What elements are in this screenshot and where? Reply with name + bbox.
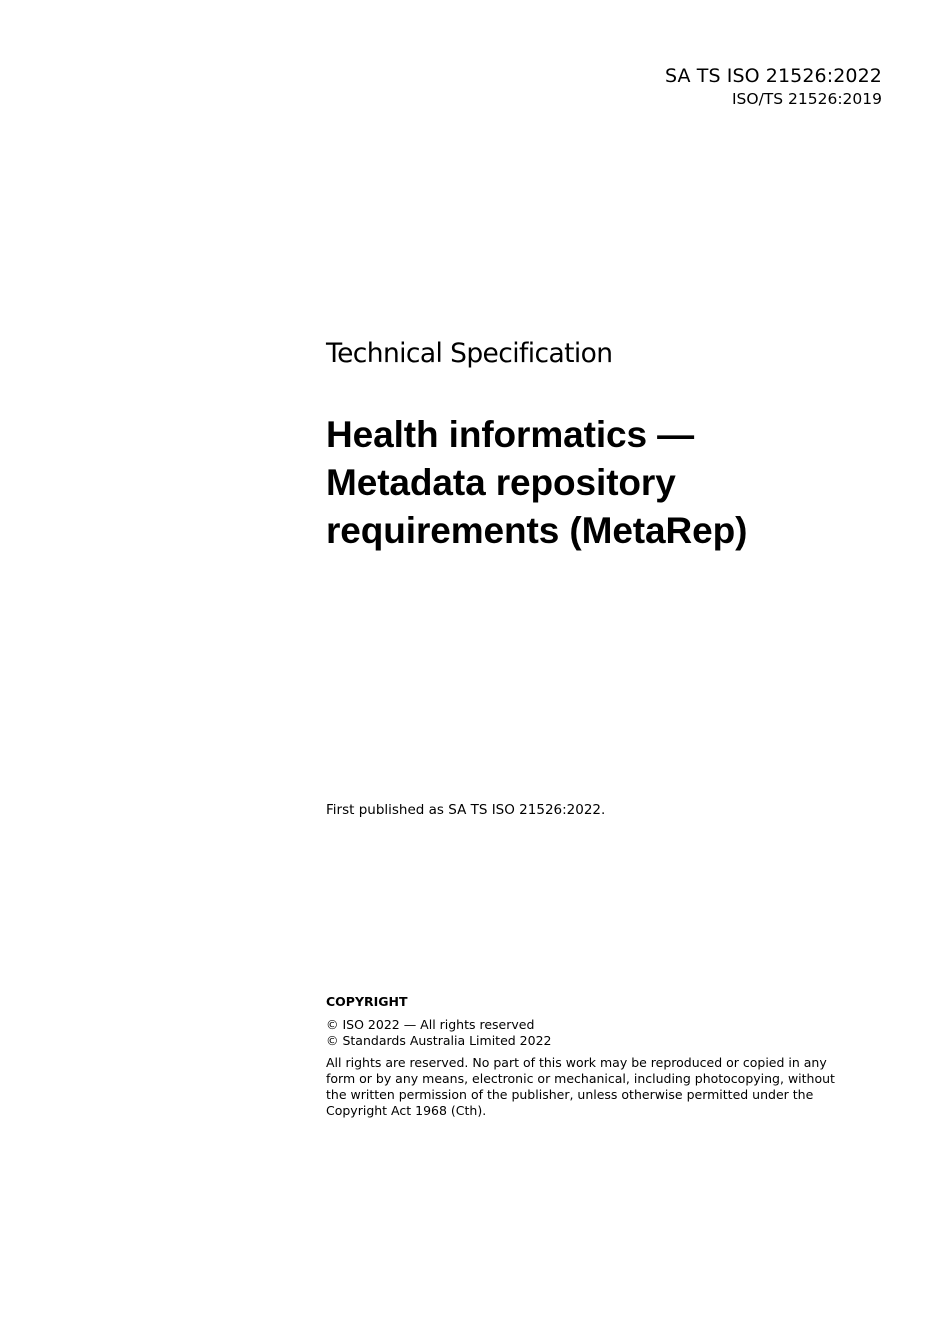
title-line: Metadata repository [326, 462, 676, 503]
copyright-section [326, 993, 866, 1119]
standard-identifiers [665, 64, 882, 109]
title-line: Health informatics — [326, 414, 695, 455]
copyright-line-standards-australia: © Standards Australia Limited 2022 [326, 1033, 552, 1048]
copyright-heading: COPYRIGHT [326, 994, 408, 1009]
standard-number: SA TS ISO 21526:2022 [664, 65, 882, 87]
iso-number: ISO/TS 21526:2019 [731, 90, 882, 108]
title-line: requirements (MetaRep) [326, 510, 748, 551]
first-published-note: First published as SA TS ISO 21526:2022. [326, 802, 606, 818]
document-type: Technical Specification [326, 338, 613, 369]
rights-statement: All rights are reserved. No part of this work may be reproduced or copied in any form or by any means, electronic or mechanical, including photocopying, without the written permission of the publisher, unless otherwise permitted under the Copyright Act 1968 (Cth). [326, 1055, 835, 1118]
document-title [326, 411, 886, 555]
copyright-line-iso: © ISO 2022 — All rights reserved [326, 1017, 535, 1032]
